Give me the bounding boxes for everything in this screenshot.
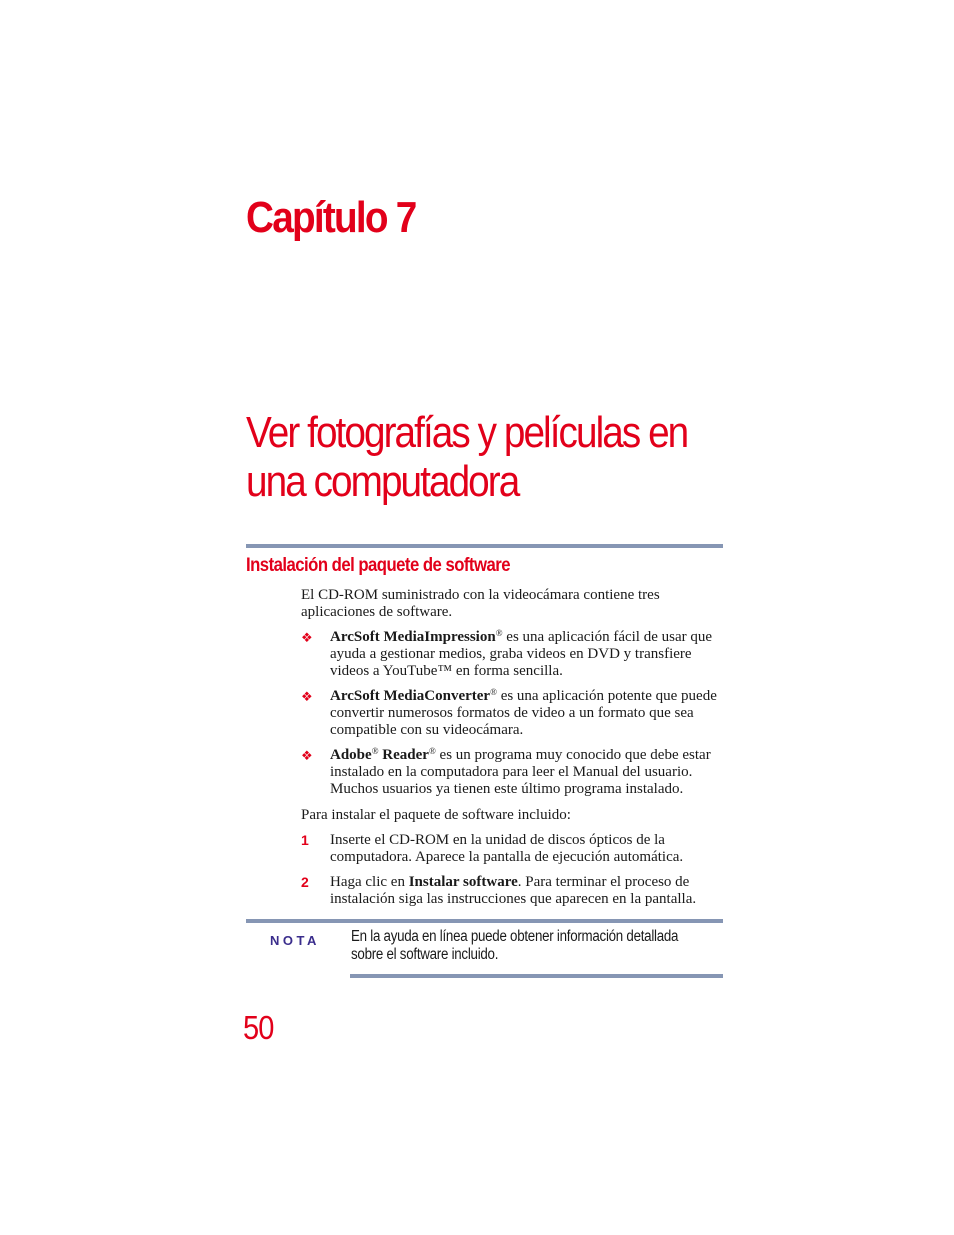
registered-mark: ®: [371, 746, 379, 756]
note-divider-top: [246, 919, 723, 923]
step-text: Inserte el CD-ROM en la unidad de discos ópticos de la computadora. Aparece la pantalla de ejecución automática.: [330, 832, 684, 865]
install-intro: Para instalar el paquete de software incluido:: [301, 807, 571, 823]
bullet-item: [301, 688, 723, 739]
bullet-text: es un programa muy conocido que debe estar instalado en la computadora para leer el Manual del usuario. Muchos usuarios ya tienen este último programa instalado.: [330, 747, 711, 797]
step-number: 2: [301, 874, 309, 890]
product-name: ArcSoft MediaImpression: [330, 629, 496, 645]
product-name: Reader: [378, 747, 429, 763]
note-label: NOTA: [270, 933, 320, 948]
bullet-text: es una aplicación potente que puede convertir numerosos formatos de video a un formato que sea compatible con su videocámara.: [330, 688, 717, 738]
step-item: [301, 832, 723, 866]
section-divider: [246, 544, 723, 548]
note-text: En la ayuda en línea puede obtener información detallada sobre el software incluido.: [351, 928, 679, 963]
diamond-bullet-icon: ❖: [301, 748, 313, 763]
page-number: 50: [243, 1009, 274, 1046]
page-title: [246, 408, 739, 506]
section-heading: Instalación del paquete de software: [246, 555, 510, 576]
product-name: Adobe: [330, 747, 372, 763]
step-text: . Para terminar el proceso de instalación siga las instrucciones que aparecen en la pantalla.: [330, 874, 697, 907]
bullet-item: [301, 747, 723, 798]
step-number: 1: [301, 832, 309, 848]
diamond-bullet-icon: ❖: [301, 689, 313, 704]
install-software-label: Instalar software: [408, 874, 518, 890]
diamond-bullet-icon: ❖: [301, 630, 313, 645]
intro-paragraph: El CD-ROM suministrado con la videocámara contiene tres aplicaciones de software.: [301, 587, 660, 620]
registered-mark: ®: [495, 628, 503, 638]
product-name: ArcSoft MediaConverter: [330, 688, 491, 704]
note-divider-bottom: [350, 974, 723, 978]
registered-mark: ®: [428, 746, 436, 756]
step-text: Haga clic en: [330, 874, 409, 890]
page-title-line-1: Ver fotografías y películas en: [246, 408, 688, 457]
step-item: [301, 874, 723, 908]
registered-mark: ®: [490, 687, 497, 697]
bullet-item: [301, 629, 723, 680]
page-title-line-2: una computadora: [246, 457, 519, 506]
bullet-text: es una aplicación fácil de usar que ayuda a gestionar medios, graba videos en DVD y transfiere videos a YouTube™ en forma sencilla.: [330, 629, 713, 679]
chapter-heading: Capítulo 7: [246, 193, 416, 242]
